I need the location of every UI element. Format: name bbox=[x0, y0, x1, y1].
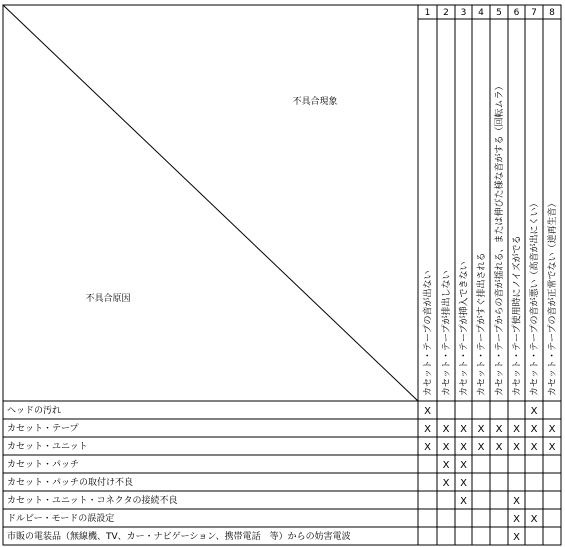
mark-cell: X bbox=[513, 532, 520, 543]
mark-cell: X bbox=[424, 406, 431, 417]
row-label: カセット・テープ bbox=[7, 424, 79, 434]
mark-cell: X bbox=[460, 424, 467, 435]
column-number: 2 bbox=[443, 8, 449, 18]
row-label: ヘッドの汚れ bbox=[7, 406, 62, 416]
mark-cell: X bbox=[530, 424, 538, 435]
mark-cell: X bbox=[530, 406, 538, 417]
column-number: 1 bbox=[424, 8, 431, 18]
mark-cell: X bbox=[513, 442, 520, 453]
mark-cell: X bbox=[548, 424, 556, 435]
header-diagonal bbox=[3, 5, 418, 401]
mark-cell: X bbox=[513, 496, 520, 507]
row-label: カセット・ユニット bbox=[7, 442, 88, 452]
mark-cell: X bbox=[460, 442, 467, 453]
mark-cell: X bbox=[495, 442, 503, 453]
mark-cell: X bbox=[442, 424, 450, 435]
column-number: 5 bbox=[496, 8, 502, 18]
mark-cell: X bbox=[548, 442, 556, 453]
column-header: カセット・テープがすぐ排出される bbox=[477, 252, 487, 396]
row-label: カセット・パッチ bbox=[7, 460, 80, 470]
column-header: カセット・テープの音が悪い（高音が出にくい） bbox=[530, 198, 540, 396]
mark-cell: X bbox=[513, 424, 520, 435]
column-number: 7 bbox=[531, 8, 537, 18]
mark-cell: X bbox=[460, 460, 467, 471]
column-number: 4 bbox=[478, 8, 484, 18]
row-label: カセット・パッチの取付け不良 bbox=[7, 478, 134, 488]
row-label: カセット・ユニット・コネクタの接続不良 bbox=[7, 496, 178, 506]
mark-cell: X bbox=[424, 424, 431, 435]
mark-cell: X bbox=[442, 442, 450, 453]
column-number: 3 bbox=[460, 8, 467, 18]
column-header: カセット・テープからの音が揺れる、または伸びた様な音がする（回転ムラ） bbox=[495, 81, 505, 396]
symptom-header: 不具合現象 bbox=[292, 97, 338, 107]
mark-cell: X bbox=[442, 460, 450, 471]
row-label: ドルビー・モードの誤設定 bbox=[7, 514, 115, 524]
mark-cell: X bbox=[460, 478, 467, 489]
mark-cell: X bbox=[424, 442, 431, 453]
column-number: 6 bbox=[513, 8, 520, 18]
column-header: カセット・テープ使用時にノイズがでる bbox=[512, 235, 523, 396]
mark-cell: X bbox=[513, 514, 520, 525]
mark-cell: X bbox=[495, 424, 503, 435]
column-header: カセット・テープが挿入できない bbox=[459, 261, 470, 396]
cause-header: 不具合原因 bbox=[85, 294, 131, 304]
mark-cell: X bbox=[477, 424, 485, 435]
column-number: 8 bbox=[549, 8, 555, 18]
mark-cell: X bbox=[530, 514, 538, 525]
column-header: カセット・テープの音が正常でない（逆再生音） bbox=[548, 198, 558, 396]
row-label: 市販の電装品（無線機、TV、カー・ナビゲーション、携帯電話 等）からの妨害電波 bbox=[7, 532, 351, 542]
mark-cell: X bbox=[477, 442, 485, 453]
column-header: カセット・テープの音が出ない bbox=[423, 270, 434, 396]
mark-cell: X bbox=[442, 478, 450, 489]
mark-cell: X bbox=[530, 442, 538, 453]
column-header: カセット・テープが排出しない bbox=[442, 270, 452, 396]
mark-cell: X bbox=[460, 496, 467, 507]
